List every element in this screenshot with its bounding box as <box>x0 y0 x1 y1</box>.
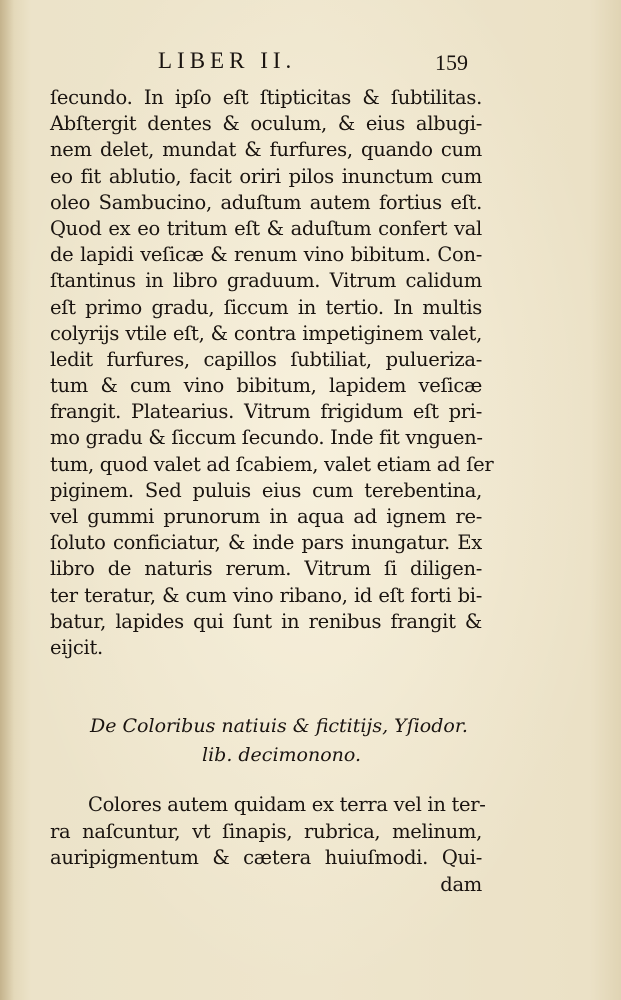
text-line: Colores autem quidam ex terra vel in ter- <box>88 793 486 816</box>
text-line: ter teratur, & cum vino ribano, id eſt forti bi- <box>50 583 482 607</box>
text-line: auripigmentum & cætera huiuſmodi. Qui- <box>50 846 482 869</box>
text-line: Abſtergit dentes & oculum, & eius albugi- <box>50 112 482 136</box>
text-line: vel gummi prunorum in aqua ad ignem re- <box>50 505 482 528</box>
text-line: eo fit ablutio, facit oriri pilos inunctum cum <box>50 164 482 188</box>
text-line: ra naſcuntur, vt ſinapis, rubrica, melinum, <box>50 819 482 843</box>
text-line: eſt primo gradu, ſiccum in tertio. In multis <box>50 295 482 319</box>
text-line: tum & cum vino bibitum, lapidem veſicæ <box>50 374 482 398</box>
text-line: de lapidi veſicæ & renum vino bibitum. Con- <box>50 243 482 267</box>
book-title: LIBER II. <box>158 48 297 73</box>
text-line: batur, lapides qui ſunt in renibus frangit & <box>50 609 482 633</box>
running-head <box>50 48 482 84</box>
text-line: colyrijs vtile eſt, & contra impetiginem valet, <box>50 321 482 345</box>
text-line: piginem. Sed puluis eius cum terebentina, <box>50 478 482 502</box>
text-line: eijcit. <box>50 635 103 659</box>
text-line: Quod ex eo tritum eſt & aduſtum confert val <box>50 216 482 240</box>
text-line: nem delet, mundat & furfures, quando cum <box>50 138 482 162</box>
catchword: dam <box>440 872 482 896</box>
text-line: frangit. Platearius. Vitrum frigidum eſt pri- <box>50 400 482 424</box>
text-line: tum, quod valet ad ſcabiem, valet etiam ad ſer <box>50 452 494 476</box>
text-line: mo gradu & ſiccum ſecundo. Inde fit vnguen- <box>50 426 483 450</box>
paragraph-2 <box>50 792 486 898</box>
text-line: ſtantinus in libro graduum. Vitrum calidum <box>50 269 482 293</box>
section-heading-line: De Coloribus natiuis & fictitijs, Yſiodor. <box>90 715 468 737</box>
text-line: ſecundo. In ipſo eſt ſtipticitas & ſubtilitas. <box>50 86 482 109</box>
section-heading <box>90 712 470 770</box>
text-line: oleo Sambucino, aduſtum autem fortius eſt. <box>50 190 482 214</box>
text-line: ledit furfures, capillos ſubtiliat, puluerizа- <box>50 347 482 371</box>
page-number: 159 <box>435 50 468 75</box>
paragraph-1 <box>50 85 494 661</box>
section-heading-line: lib. decimonono. <box>202 744 362 766</box>
text-line: ſoluto conficiatur, & inde pars inungatur. Ex <box>50 531 482 555</box>
text-line: libro de naturis rerum. Vitrum ſi diligen- <box>50 557 482 581</box>
